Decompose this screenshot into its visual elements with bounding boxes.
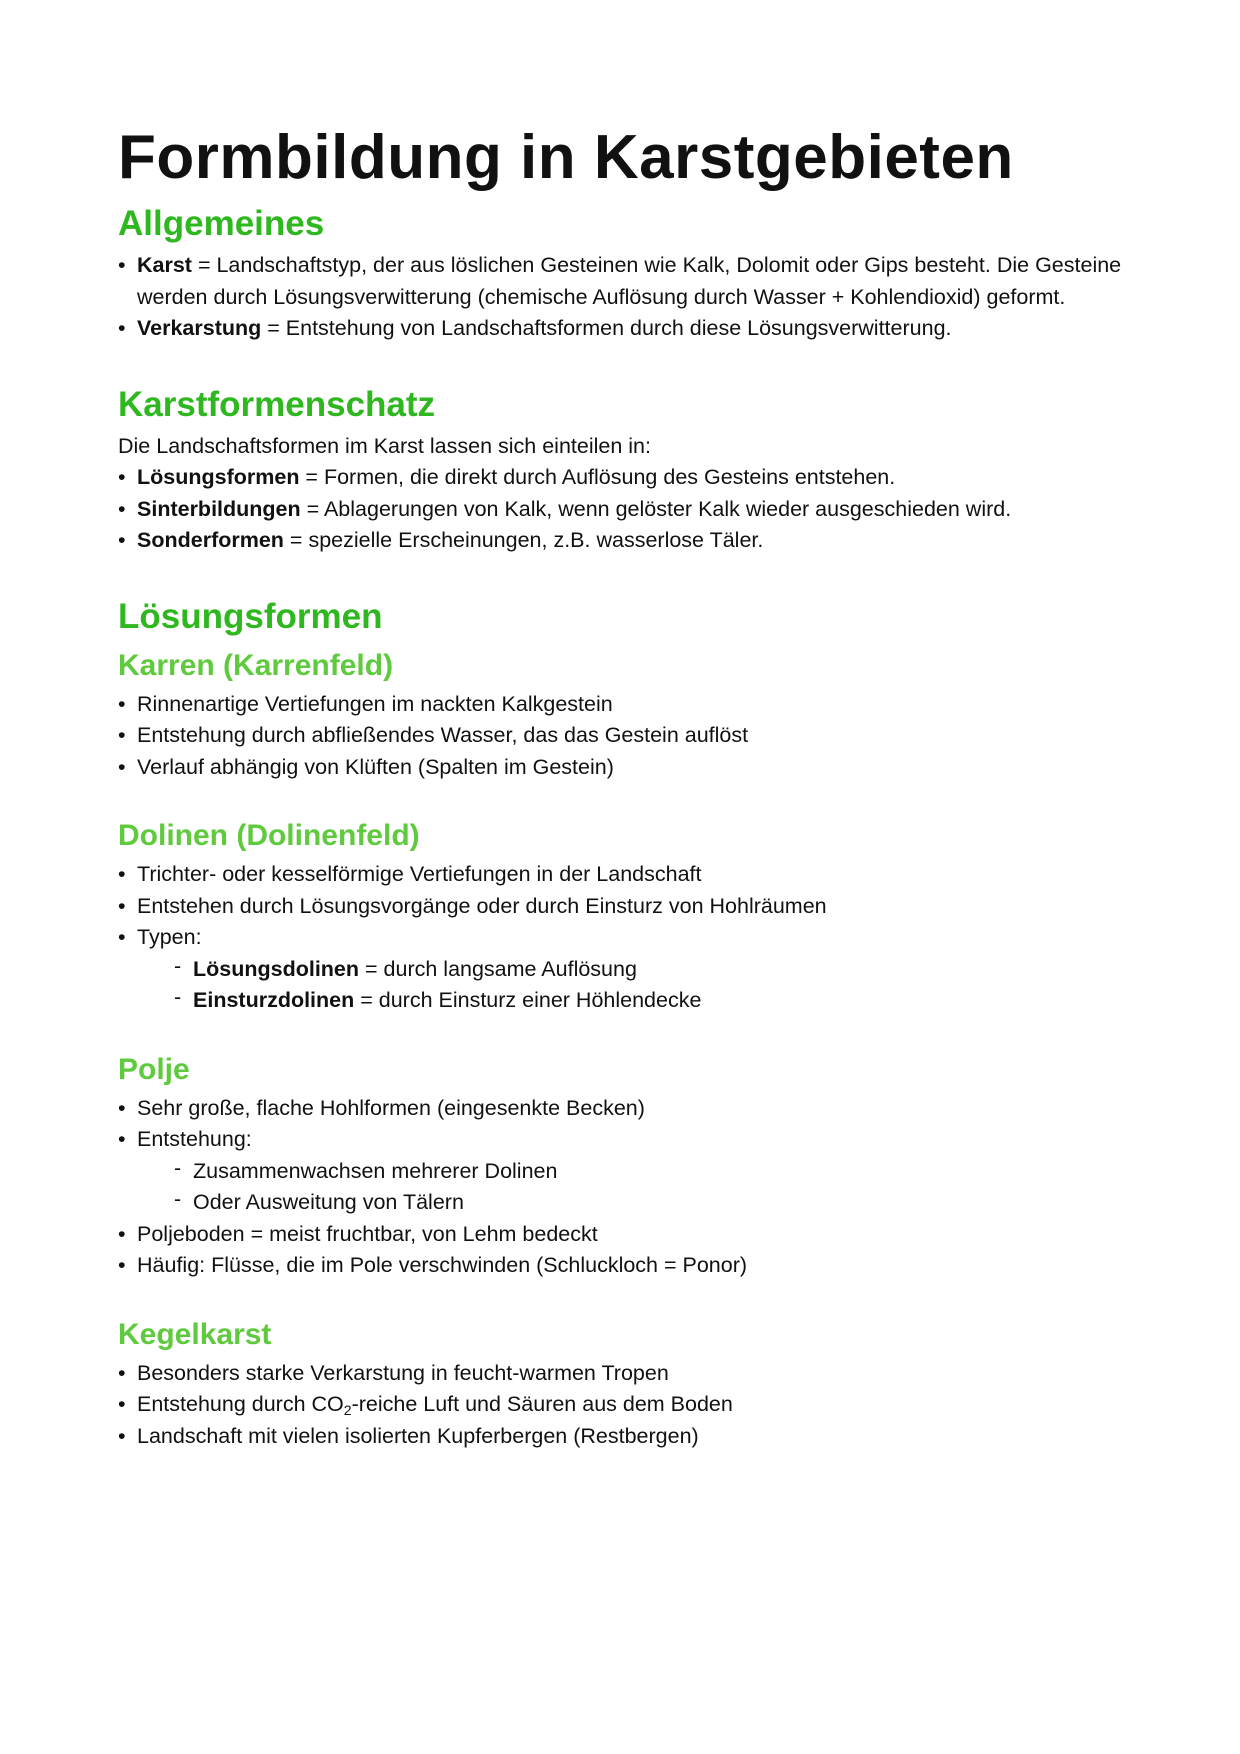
- list-item: • Besonders starke Verkarstung in feucht-warmen Tropen: [118, 1358, 1140, 1390]
- section-loesungsformen: [118, 591, 1140, 1453]
- sub-list-item: - Oder Ausweitung von Tälern: [174, 1187, 1140, 1219]
- definition-einsturzdolinen: = durch Einsturz einer Höhlendecke: [354, 988, 702, 1012]
- list-item: [118, 525, 1140, 557]
- term-sinterbildungen: Sinterbildungen: [137, 496, 301, 521]
- definition-karst: = Landschaftstyp, der aus löslichen Gesteinen wie Kalk, Dolomit oder Gips besteht. Die Gesteine werden durch Lösungsverwitterung (chemische Auflösung durch Wasser + Kohlendioxid) geformt.: [137, 253, 1122, 309]
- list-item: [118, 494, 1140, 526]
- term-loesungsformen: Lösungsformen: [137, 465, 300, 489]
- list-item: [118, 922, 1140, 1017]
- dolinen-list: [118, 859, 1140, 1017]
- term-loesungsdolinen: Lösungsdolinen: [193, 956, 360, 981]
- list-item: • Entstehen durch Lösungsvorgänge oder durch Einsturz von Hohlräumen: [118, 891, 1140, 923]
- list-item: • Landschaft mit vielen isolierten Kupferbergen (Restbergen): [118, 1421, 1140, 1453]
- list-item: • Trichter- oder kesselförmige Vertiefungen in der Landschaft: [118, 859, 1140, 891]
- polje-entstehung-label: Entstehung:: [137, 1127, 252, 1151]
- karstformenschatz-intro: Die Landschaftsformen im Karst lassen sich einteilen in:: [118, 433, 651, 458]
- kegelkarst-list: [118, 1358, 1140, 1453]
- page-title: Formbildung in Karstgebieten: [118, 123, 1014, 192]
- term-karst: Karst: [137, 253, 192, 277]
- list-item: • Rinnenartige Vertiefungen im nackten Kalkgestein: [118, 689, 1140, 721]
- list-item: [118, 313, 1140, 345]
- dolinen-types-label: Typen:: [137, 925, 202, 949]
- section-karstformenschatz: [118, 379, 1140, 557]
- definition-sonderformen: = spezielle Erscheinungen, z.B. wasserlose Täler.: [283, 528, 764, 552]
- kegelkarst-co2-pre: Entstehung durch CO: [137, 1392, 344, 1416]
- list-item: • Sehr große, flache Hohlformen (eingesenkte Becken): [118, 1093, 1140, 1125]
- karren-list: [118, 689, 1140, 784]
- list-item: [118, 1124, 1140, 1219]
- kegelkarst-co2-subscript: 2: [343, 1402, 352, 1418]
- section-allgemeines: [118, 198, 1140, 345]
- subheading-kegelkarst: Kegelkarst: [118, 1317, 272, 1351]
- list-item: • Poljeboden = meist fruchtbar, von Lehm bedeckt: [118, 1219, 1140, 1251]
- karstformenschatz-list: [118, 462, 1140, 557]
- polje-entstehung-list: [137, 1156, 1140, 1219]
- polje-list: [118, 1093, 1140, 1282]
- sub-list-item: [174, 954, 1140, 986]
- subheading-karren: Karren (Karrenfeld): [118, 648, 394, 682]
- section-heading-allgemeines: Allgemeines: [118, 204, 325, 243]
- list-item: [118, 462, 1140, 494]
- section-heading-loesungsformen: Lösungsformen: [118, 596, 383, 636]
- dolinen-types-list: [137, 954, 1140, 1017]
- term-sonderformen: Sonderformen: [137, 528, 284, 552]
- list-item: • Häufig: Flüsse, die im Pole verschwinden (Schluckloch = Ponor): [118, 1250, 1140, 1282]
- list-item: [118, 250, 1140, 313]
- definition-loesungsformen: = Formen, die direkt durch Auflösung des Gesteins entstehen.: [299, 465, 896, 489]
- subheading-dolinen: Dolinen (Dolinenfeld): [118, 819, 420, 852]
- section-heading-karstformenschatz: Karstformenschatz: [118, 384, 436, 424]
- sub-list-item: - Zusammenwachsen mehrerer Dolinen: [174, 1156, 1140, 1188]
- sub-list-item: [174, 985, 1140, 1017]
- allgemeines-list: [118, 250, 1140, 345]
- definition-verkarstung: = Entstehung von Landschaftsformen durch diese Lösungsverwitterung.: [261, 316, 952, 340]
- kegelkarst-co2-post: -reiche Luft und Säuren aus dem Boden: [351, 1392, 733, 1416]
- term-verkarstung: Verkarstung: [137, 316, 262, 340]
- definition-sinterbildungen: = Ablagerungen von Kalk, wenn gelöster Kalk wieder ausgeschieden wird.: [300, 496, 1012, 521]
- term-einsturzdolinen: Einsturzdolinen: [193, 988, 355, 1012]
- definition-loesungsdolinen: = durch langsame Auflösung: [359, 956, 637, 981]
- list-item: • Entstehung durch abfließendes Wasser, das das Gestein auflöst: [118, 720, 1140, 752]
- subheading-polje: Polje: [118, 1052, 190, 1086]
- list-item: [118, 1389, 1140, 1421]
- list-item: • Verlauf abhängig von Klüften (Spalten im Gestein): [118, 752, 1140, 784]
